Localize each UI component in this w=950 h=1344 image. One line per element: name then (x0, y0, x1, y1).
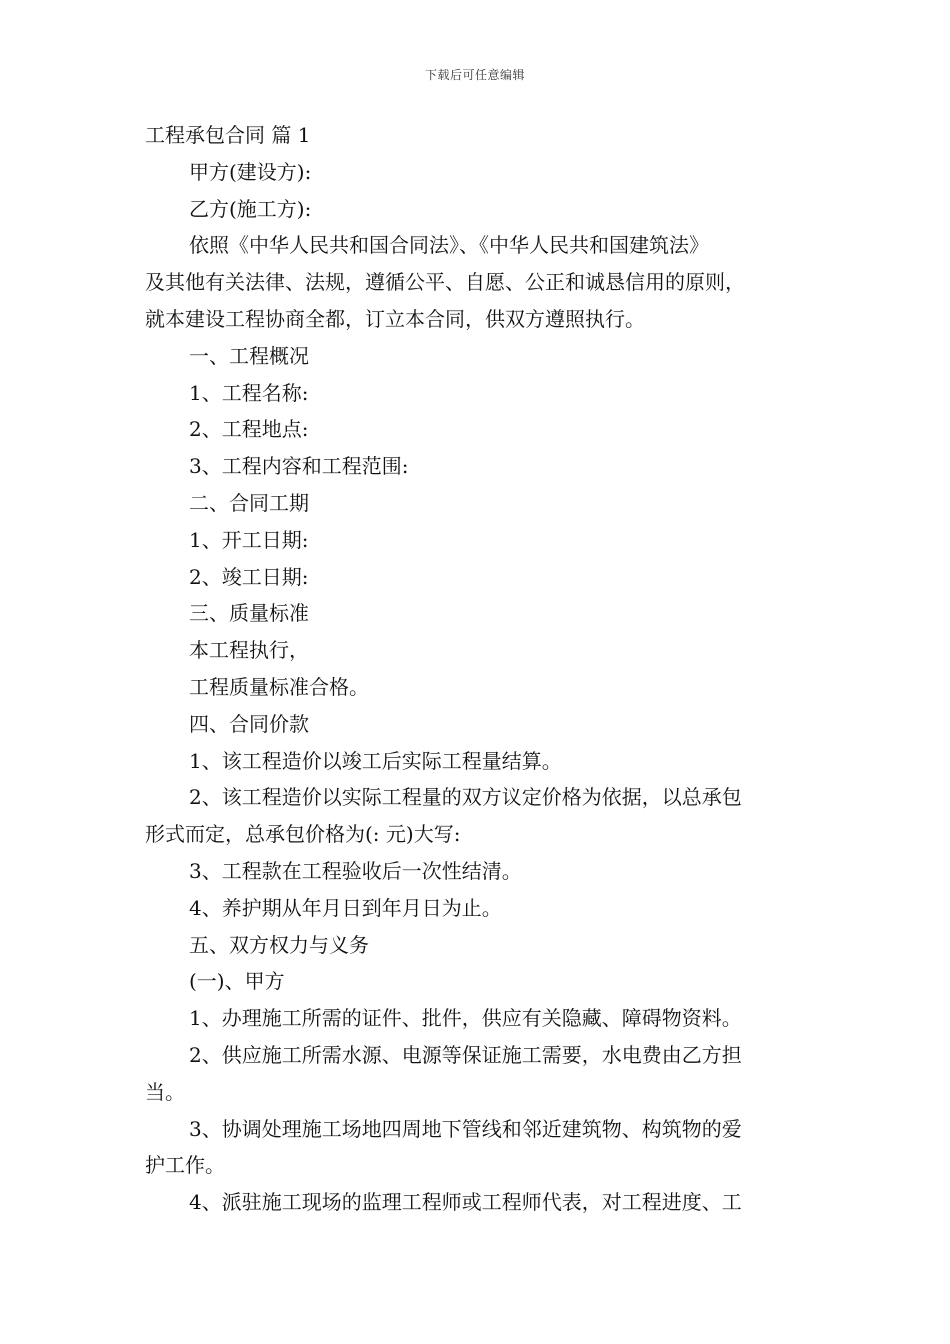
document-line: 三、质量标准 (189, 601, 309, 626)
document-line: 依照《中华人民共和国合同法》、《中华人民共和国建筑法》 (189, 233, 709, 258)
document-line: 工程质量标准合格。 (189, 674, 369, 699)
document-line: 4、派驻施工现场的监理工程师或工程师代表，对工程进度、工 (189, 1190, 742, 1215)
document-line: 2、竣工日期: (189, 564, 309, 589)
document-line: 二、合同工期 (189, 490, 309, 515)
document-line: 2、该工程造价以实际工程量的双方议定价格为依据，以总承包 (189, 785, 742, 810)
page-header: 下载后可任意编辑 (424, 68, 525, 82)
document-line: 3、工程内容和工程范围: (189, 454, 409, 479)
document-line: 及其他有关法律、法规，遵循公平、自愿、公正和诚恳信用的原则， (145, 270, 745, 295)
document-line: 4、养护期从年月日到年月日为止。 (189, 895, 502, 920)
document-line: 2、供应施工所需水源、电源等保证施工需要，水电费由乙方担 (189, 1042, 742, 1067)
document-line: 五、双方权力与义务 (189, 932, 369, 957)
document-line: 甲方(建设方): (189, 159, 312, 184)
document-title: 工程承包合同 篇 1 (145, 123, 311, 147)
document-line: 形式而定，总承包价格为(: 元)大写: (145, 822, 461, 847)
document-line: 3、工程款在工程验收后一次性结清。 (189, 858, 522, 883)
document-line: 1、办理施工所需的证件、批件，供应有关隐藏、障碍物资料。 (189, 1006, 742, 1031)
document-line: 四、合同价款 (189, 711, 309, 736)
document-line: 当。 (145, 1079, 185, 1104)
document-line: 1、开工日期: (189, 527, 309, 552)
document-line: 本工程执行， (189, 638, 309, 663)
document-line: 就本建设工程协商全都，订立本合同，供双方遵照执行。 (145, 306, 645, 331)
document-line: 乙方(施工方): (189, 196, 312, 221)
document-line: 一、工程概况 (189, 343, 309, 368)
document-line: 1、该工程造价以竣工后实际工程量结算。 (189, 748, 562, 773)
document-line: 2、工程地点: (189, 417, 309, 442)
document-line: 护工作。 (145, 1153, 225, 1178)
document-body (145, 117, 835, 1221)
document-line: 3、协调处理施工场地四周地下管线和邻近建筑物、构筑物的爱 (189, 1116, 742, 1141)
document-line: (一)、甲方 (189, 969, 285, 994)
document-line: 1、工程名称: (189, 380, 309, 405)
